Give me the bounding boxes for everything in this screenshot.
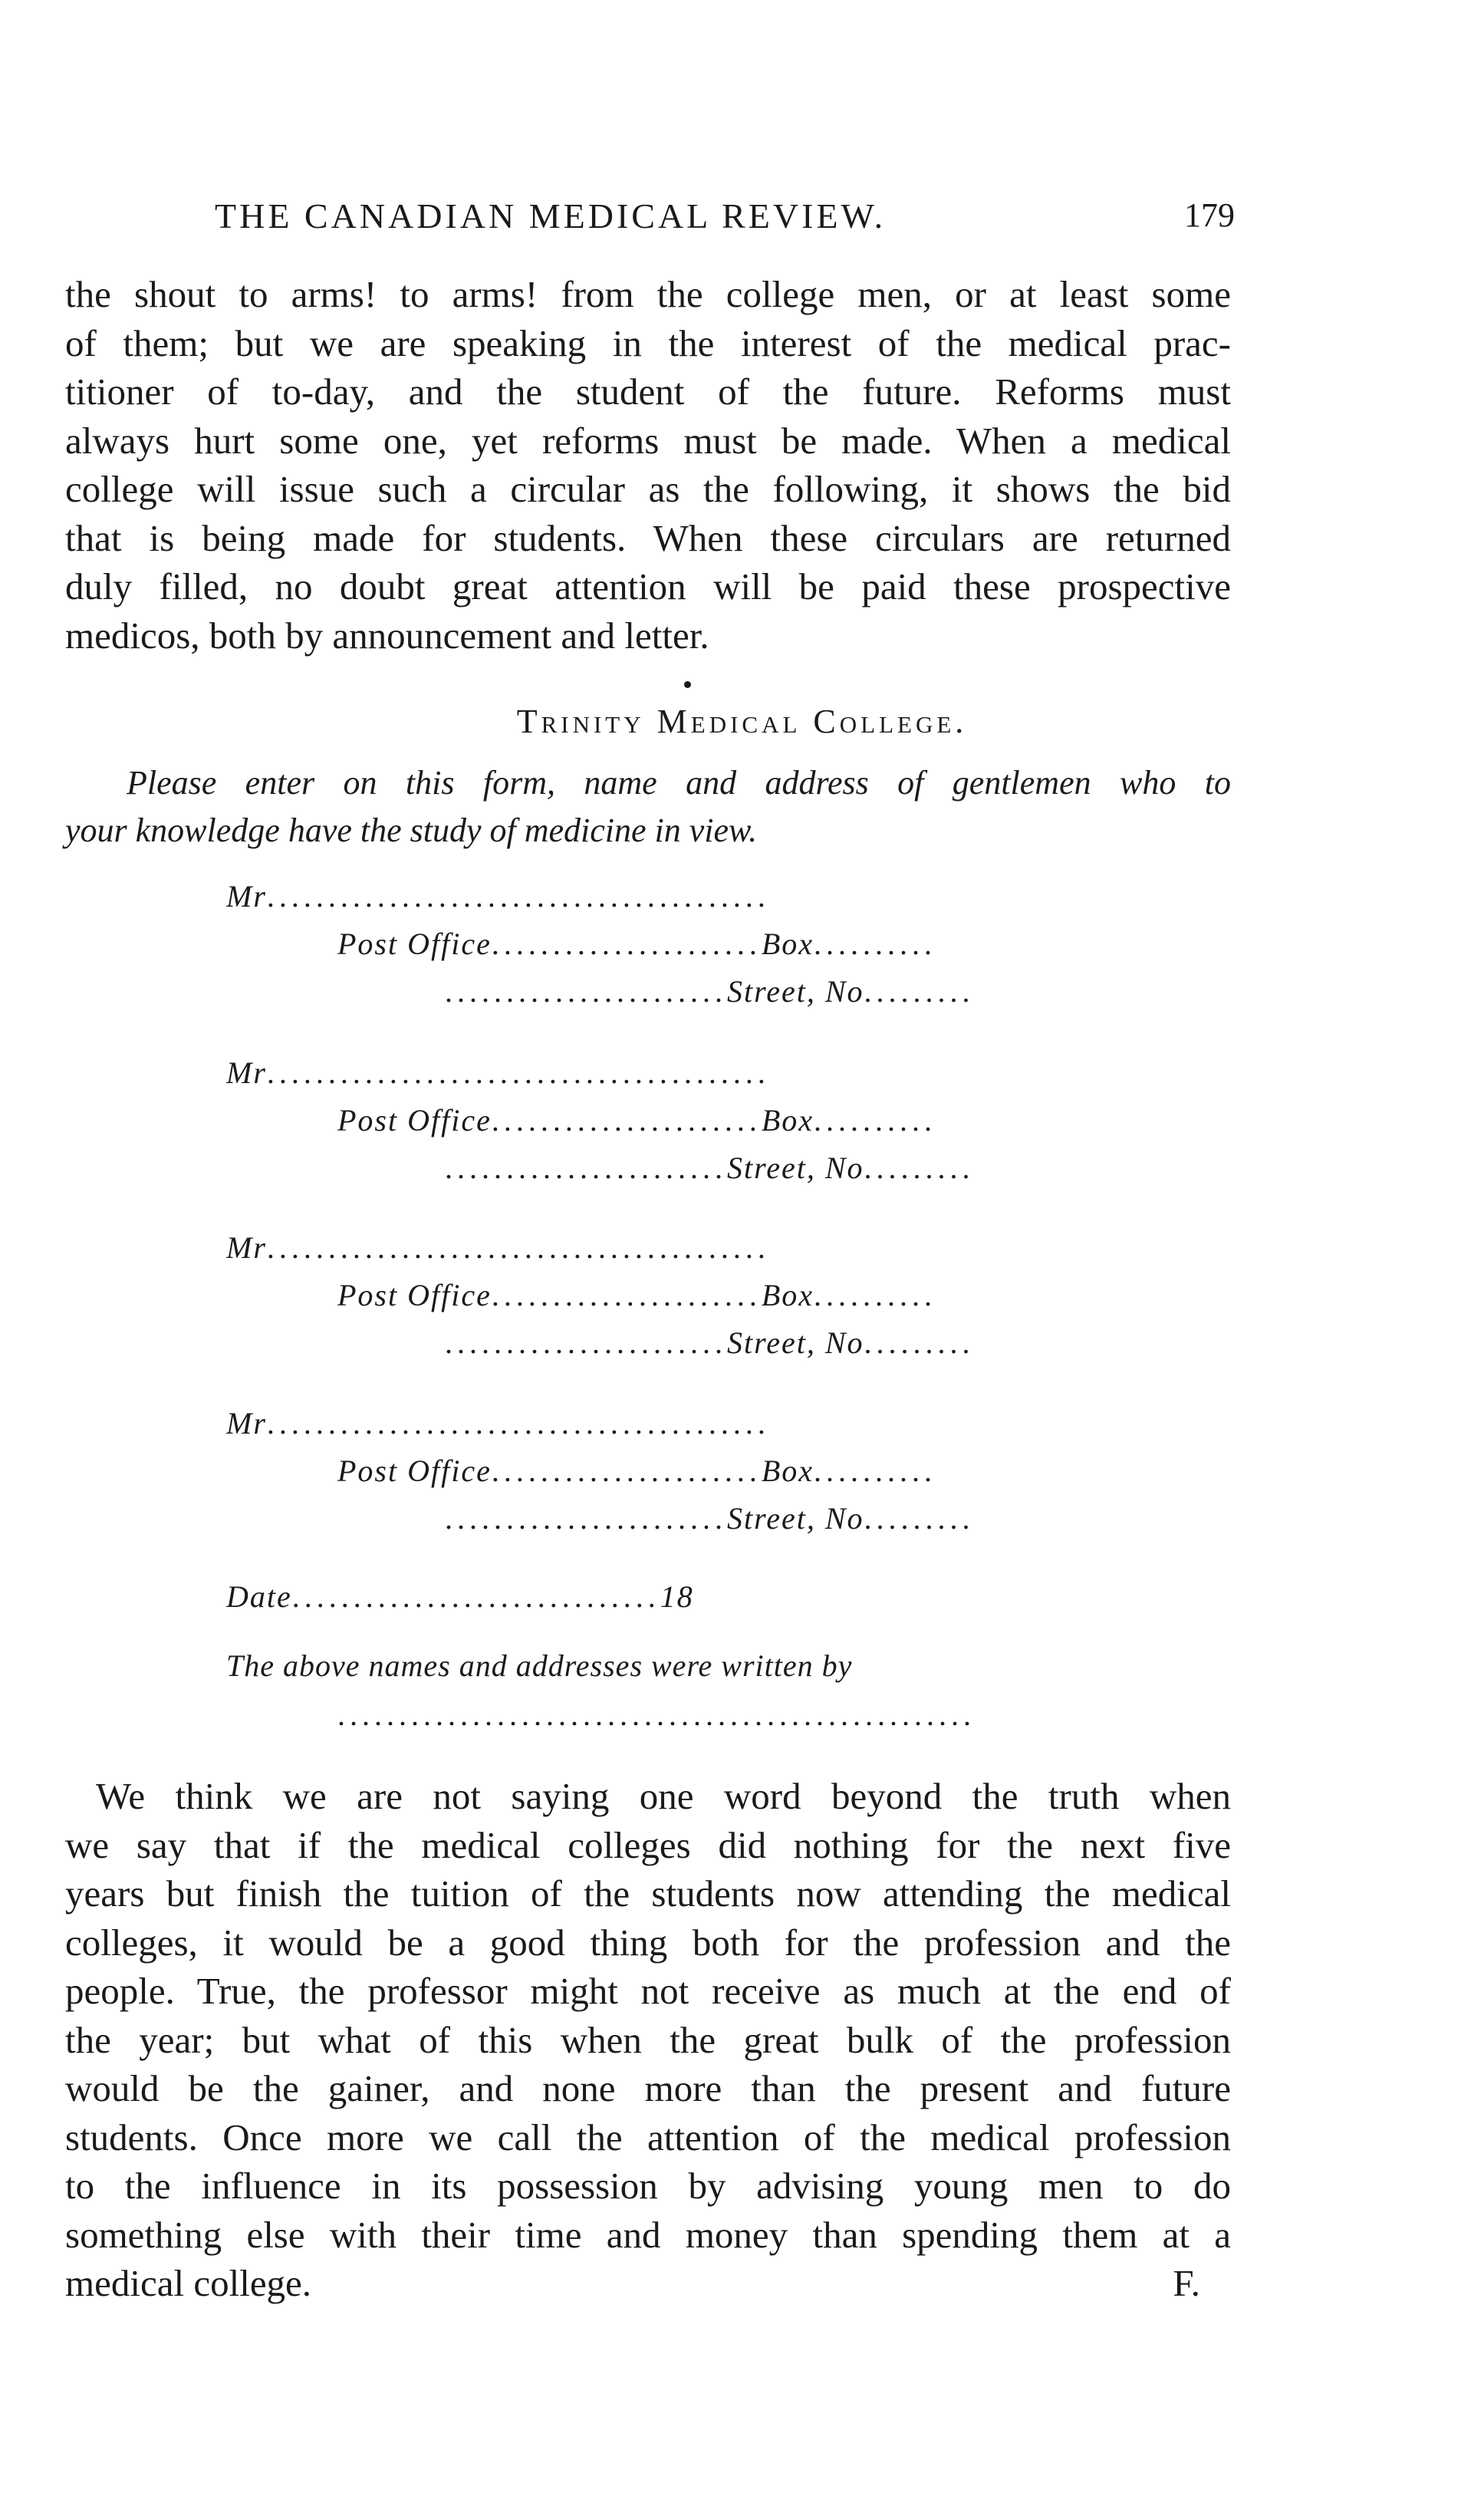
fill-dots: ...................... <box>491 1103 762 1138</box>
text-line: that is being made for students. When these circulars are returned <box>65 516 1231 559</box>
closing-paragraph <box>65 1772 1231 2308</box>
page-number: 179 <box>1184 196 1235 234</box>
closing-line <box>65 2259 1231 2308</box>
post-office-field[interactable] <box>337 1277 1097 1313</box>
form-entry <box>0 1230 1484 1383</box>
street-label: Street, No <box>727 1501 864 1536</box>
fill-dots: ....................... <box>445 1325 727 1360</box>
form-entry <box>0 1405 1484 1559</box>
mr-label: Mr <box>226 1406 267 1441</box>
name-field[interactable] <box>226 878 916 914</box>
text-line: the year; but what of this when the great bulk of the profession <box>65 2018 1231 2061</box>
name-field[interactable] <box>226 1230 916 1266</box>
post-office-field[interactable] <box>337 1453 1097 1489</box>
mr-label: Mr <box>226 1230 267 1265</box>
post-office-label: Post Office <box>337 1278 492 1312</box>
name-field[interactable] <box>226 1055 916 1091</box>
intro-paragraph <box>65 270 1231 660</box>
fill-dots: ...................... <box>491 927 762 961</box>
text-line: students. Once more we call the attention of the medical profession <box>65 2116 1231 2158</box>
fill-dots: .............................. <box>291 1579 660 1614</box>
street-field[interactable] <box>445 1500 1097 1536</box>
fill-dots: ......................................... <box>266 1055 770 1090</box>
text-line: people. True, the professor might not receive as much at the end of <box>65 1970 1231 2012</box>
street-label: Street, No <box>727 1325 864 1360</box>
text-line: something else with their time and money than spending them at a <box>65 2213 1231 2256</box>
fill-dots: ......................................... <box>266 879 770 914</box>
street-field[interactable] <box>445 1325 1097 1361</box>
box-label: Box <box>761 927 814 961</box>
box-label: Box <box>761 1454 814 1488</box>
box-label: Box <box>761 1278 814 1312</box>
fill-dots: ....................... <box>445 1501 727 1536</box>
year-prefix: 18 <box>660 1579 694 1614</box>
fill-dots: ......... <box>864 1501 975 1536</box>
street-label: Street, No <box>727 974 864 1009</box>
fill-dots: ......................................... <box>266 1406 770 1441</box>
fill-dots: .......... <box>814 927 937 961</box>
post-office-label: Post Office <box>337 1103 492 1138</box>
mr-label: Mr <box>226 1055 267 1090</box>
fill-dots: ......... <box>864 1151 975 1185</box>
date-label: Date <box>226 1579 292 1614</box>
text-line: We think we are not saying one word beyond the truth when <box>96 1775 1231 1817</box>
form-entry <box>0 878 1484 1032</box>
fill-dots: ......................................... <box>266 1230 770 1265</box>
text-line: always hurt some one, yet reforms must be made. When a medical <box>65 419 1231 462</box>
running-head: THE CANADIAN MEDICAL REVIEW. <box>215 196 887 235</box>
text-line: medicos, both by announcement and letter. <box>65 614 709 657</box>
ornament-dot <box>684 681 691 688</box>
fill-dots: ....................... <box>445 1151 727 1185</box>
text-line: to the influence in its possession by advising young men to do <box>65 2165 1231 2207</box>
form-entry <box>0 1055 1484 1208</box>
text-line: would be the gainer, and none more than the present and future <box>65 2067 1231 2109</box>
box-label: Box <box>761 1103 814 1138</box>
text-line: college will issue such a circular as the following, it shows the bid <box>65 468 1231 510</box>
mr-label: Mr <box>226 879 267 914</box>
text-line: duly filled, no doubt great attention will be paid these prospective <box>65 565 1231 607</box>
fill-dots: .......... <box>814 1103 937 1138</box>
post-office-label: Post Office <box>337 1454 492 1488</box>
instruction-line: Please enter on this form, name and address of gentlemen who to <box>127 764 1231 802</box>
street-field[interactable] <box>445 973 1097 1009</box>
instruction-line: your knowledge have the study of medicine in view. <box>65 812 758 849</box>
name-field[interactable] <box>226 1405 916 1441</box>
fill-dots: ....................... <box>445 974 727 1009</box>
final-text: medical college. <box>65 2262 312 2304</box>
post-office-label: Post Office <box>337 927 492 961</box>
fill-dots: .......... <box>814 1278 937 1312</box>
street-label: Street, No <box>727 1151 864 1185</box>
post-office-field[interactable] <box>337 1102 1097 1138</box>
text-line: the shout to arms! to arms! from the college men, or at least some <box>65 273 1231 315</box>
text-line: colleges, it would be a good thing both for the profession and the <box>65 1921 1231 1964</box>
fill-dots: ...................... <box>491 1278 762 1312</box>
text-line: we say that if the medical colleges did nothing for the next five <box>65 1823 1231 1866</box>
author-signature: F. <box>1173 2262 1200 2304</box>
post-office-field[interactable] <box>337 926 1097 962</box>
page-header <box>207 196 1258 249</box>
form-instructions <box>65 759 1231 854</box>
text-line: years but finish the tuition of the students now attending the medical <box>65 1872 1231 1915</box>
fill-dots: ......... <box>864 1325 975 1360</box>
fill-dots: ...................... <box>491 1454 762 1488</box>
fill-dots: ......... <box>864 974 975 1009</box>
text-line: of them; but we are speaking in the interest of the medical prac- <box>65 321 1231 364</box>
fill-dots: .......... <box>814 1454 937 1488</box>
street-field[interactable] <box>445 1150 1097 1186</box>
form-heading: Trinity Medical College. <box>516 703 968 740</box>
written-by-label: The above names and addresses were written by <box>226 1648 853 1683</box>
written-by-field[interactable]: .................................................... <box>337 1697 976 1732</box>
date-field[interactable] <box>226 1579 694 1615</box>
text-line: titioner of to-day, and the student of the future. Reforms must <box>65 370 1231 413</box>
